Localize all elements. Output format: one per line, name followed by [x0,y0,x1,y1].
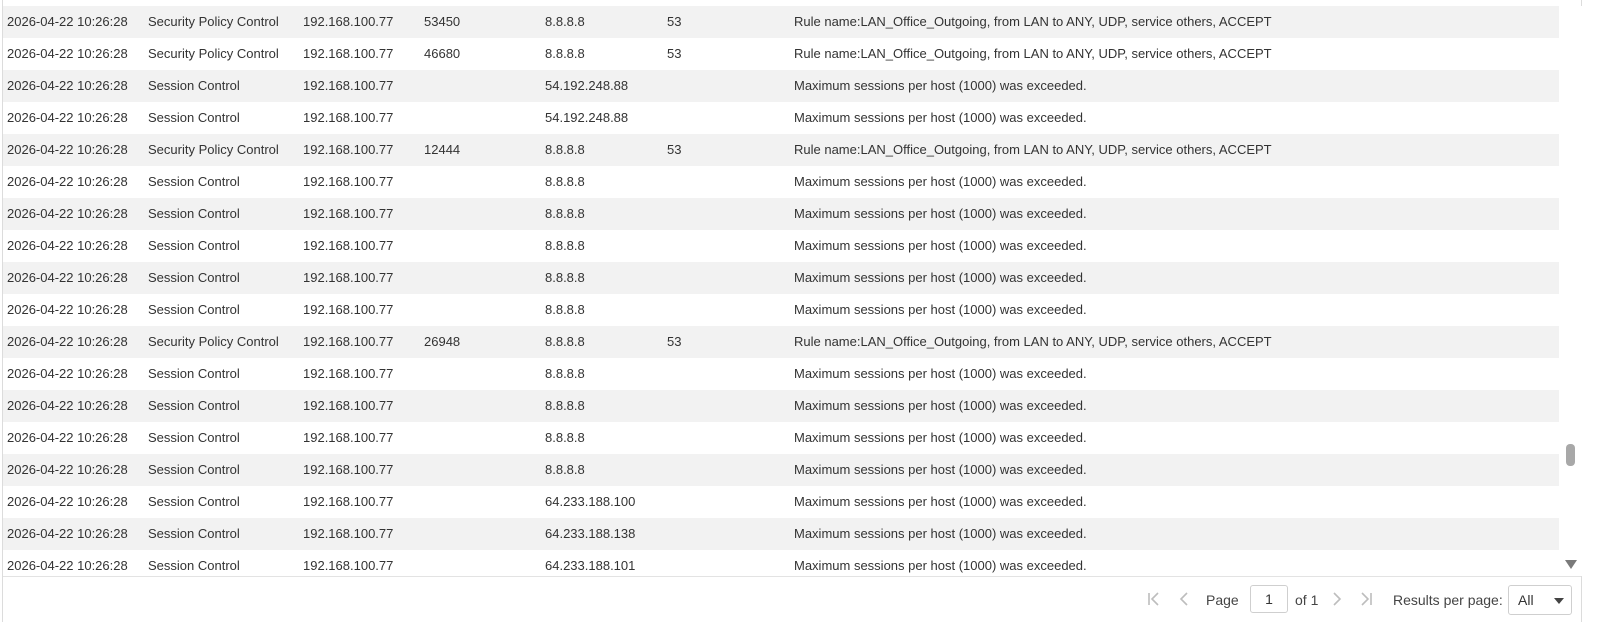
cell-destination-ip: 8.8.8.8 [545,334,585,349]
cell-destination-port: 53 [667,14,682,29]
cell-source-ip: 192.168.100.77 [303,558,394,573]
cell-category: Security Policy Control [148,142,279,157]
cell-category: Session Control [148,366,240,381]
cell-message: Rule name:LAN_Office_Outgoing, from LAN to ANY, UDP, service others, ACCEPT [794,142,1272,157]
cell-category: Session Control [148,110,240,125]
cell-destination-ip: 8.8.8.8 [545,398,585,413]
cell-source-ip: 192.168.100.77 [303,78,394,93]
table-row[interactable] [3,550,1559,576]
vertical-scrollbar[interactable] [1559,6,1583,576]
table-row[interactable] [3,166,1559,198]
cell-source-ip: 192.168.100.77 [303,238,394,253]
cell-source-port: 53450 [424,14,461,29]
table-row[interactable] [3,358,1559,390]
cell-category: Session Control [148,302,240,317]
cell-source-ip: 192.168.100.77 [303,526,394,541]
cell-time: 2026-04-22 10:26:28 [7,526,128,541]
cell-message: Maximum sessions per host (1000) was exceeded. [794,238,1087,253]
table-row[interactable] [3,262,1559,294]
next-page-icon[interactable] [1329,591,1345,607]
cell-message: Maximum sessions per host (1000) was exceeded. [794,174,1087,189]
cell-destination-ip: 8.8.8.8 [545,270,585,285]
cell-time: 2026-04-22 10:26:28 [7,78,128,93]
table-row[interactable] [3,134,1559,166]
results-per-page-select[interactable] [1508,585,1572,615]
table-row[interactable] [3,422,1559,454]
cell-destination-ip: 8.8.8.8 [545,142,585,157]
cell-time: 2026-04-22 10:26:28 [7,398,128,413]
page-number-input[interactable] [1250,585,1288,613]
cell-category: Security Policy Control [148,334,279,349]
cell-message: Maximum sessions per host (1000) was exceeded. [794,494,1087,509]
cell-category: Session Control [148,78,240,93]
table-row[interactable] [3,198,1559,230]
scroll-down-arrow-icon[interactable] [1565,560,1577,569]
cell-source-ip: 192.168.100.77 [303,46,394,61]
previous-page-icon[interactable] [1176,591,1192,607]
cell-time: 2026-04-22 10:26:28 [7,558,128,573]
cell-destination-ip: 8.8.8.8 [545,430,585,445]
cell-category: Session Control [148,430,240,445]
cell-message: Maximum sessions per host (1000) was exceeded. [794,430,1087,445]
cell-source-ip: 192.168.100.77 [303,206,394,221]
cell-time: 2026-04-22 10:26:28 [7,206,128,221]
cell-message: Maximum sessions per host (1000) was exceeded. [794,270,1087,285]
table-row[interactable] [3,102,1559,134]
table-row[interactable] [3,390,1559,422]
scrollbar-thumb[interactable] [1566,444,1575,466]
cell-category: Session Control [148,238,240,253]
cell-source-ip: 192.168.100.77 [303,302,394,317]
cell-destination-ip: 8.8.8.8 [545,238,585,253]
cell-source-ip: 192.168.100.77 [303,462,394,477]
cell-category: Session Control [148,206,240,221]
log-panel [2,0,1582,622]
cell-message: Rule name:LAN_Office_Outgoing, from LAN to ANY, UDP, service others, ACCEPT [794,46,1272,61]
log-rows [3,6,1559,576]
cell-category: Session Control [148,462,240,477]
table-row[interactable] [3,230,1559,262]
cell-destination-ip: 8.8.8.8 [545,462,585,477]
cell-destination-port: 53 [667,46,682,61]
cell-destination-ip: 54.192.248.88 [545,110,629,125]
cell-message: Maximum sessions per host (1000) was exceeded. [794,366,1087,381]
cell-destination-ip: 54.192.248.88 [545,78,629,93]
cell-destination-ip: 8.8.8.8 [545,14,585,29]
cell-time: 2026-04-22 10:26:28 [7,494,128,509]
cell-source-ip: 192.168.100.77 [303,142,394,157]
cell-destination-port: 53 [667,334,682,349]
table-row[interactable] [3,486,1559,518]
table-row[interactable] [3,6,1559,38]
cell-category: Security Policy Control [148,14,279,29]
cell-source-ip: 192.168.100.77 [303,430,394,445]
cell-time: 2026-04-22 10:26:28 [7,430,128,445]
cell-destination-ip: 64.233.188.138 [545,526,636,541]
cell-destination-ip: 8.8.8.8 [545,174,585,189]
cell-category: Session Control [148,494,240,509]
last-page-icon[interactable] [1358,591,1374,607]
cell-message: Maximum sessions per host (1000) was exceeded. [794,558,1087,573]
cell-time: 2026-04-22 10:26:28 [7,110,128,125]
cell-destination-port: 53 [667,142,682,157]
cell-category: Session Control [148,174,240,189]
table-row[interactable] [3,518,1559,550]
cell-time: 2026-04-22 10:26:28 [7,302,128,317]
cell-source-port: 12444 [424,142,461,157]
cell-time: 2026-04-22 10:26:28 [7,366,128,381]
cell-destination-ip: 8.8.8.8 [545,366,585,381]
cell-source-ip: 192.168.100.77 [303,110,394,125]
cell-message: Maximum sessions per host (1000) was exceeded. [794,398,1087,413]
cell-destination-ip: 8.8.8.8 [545,302,585,317]
cell-source-port: 26948 [424,334,461,349]
page-total-label: of 1 [1295,592,1319,608]
cell-time: 2026-04-22 10:26:28 [7,46,128,61]
cell-time: 2026-04-22 10:26:28 [7,238,128,253]
results-per-page-label: Results per page: [1393,592,1503,608]
cell-destination-ip: 8.8.8.8 [545,46,585,61]
cell-category: Security Policy Control [148,46,279,61]
cell-time: 2026-04-22 10:26:28 [7,142,128,157]
cell-source-ip: 192.168.100.77 [303,398,394,413]
cell-time: 2026-04-22 10:26:28 [7,462,128,477]
table-row[interactable] [3,70,1559,102]
cell-category: Session Control [148,526,240,541]
cell-time: 2026-04-22 10:26:28 [7,174,128,189]
cell-message: Rule name:LAN_Office_Outgoing, from LAN to ANY, UDP, service others, ACCEPT [794,14,1272,29]
cell-source-port: 46680 [424,46,461,61]
cell-message: Maximum sessions per host (1000) was exceeded. [794,302,1087,317]
cell-destination-ip: 64.233.188.101 [545,558,636,573]
table-row[interactable] [3,326,1559,358]
log-table [3,6,1559,576]
cell-time: 2026-04-22 10:26:28 [7,270,128,285]
table-row[interactable] [3,454,1559,486]
cell-destination-ip: 8.8.8.8 [545,206,585,221]
results-per-page-value: All [1518,592,1534,608]
cell-message: Maximum sessions per host (1000) was exceeded. [794,462,1087,477]
cell-category: Session Control [148,270,240,285]
first-page-icon[interactable] [1146,591,1162,607]
cell-time: 2026-04-22 10:26:28 [7,334,128,349]
cell-category: Session Control [148,398,240,413]
page-label: Page [1206,592,1239,608]
cell-time: 2026-04-22 10:26:28 [7,14,128,29]
cell-source-ip: 192.168.100.77 [303,366,394,381]
cell-destination-ip: 64.233.188.100 [545,494,636,509]
cell-source-ip: 192.168.100.77 [303,174,394,189]
table-row[interactable] [3,294,1559,326]
chevron-down-icon [1554,598,1564,604]
cell-source-ip: 192.168.100.77 [303,334,394,349]
table-row[interactable] [3,38,1559,70]
cell-category: Session Control [148,558,240,573]
cell-message: Maximum sessions per host (1000) was exceeded. [794,78,1087,93]
cell-source-ip: 192.168.100.77 [303,494,394,509]
pagination-bar [3,576,1581,623]
cell-message: Maximum sessions per host (1000) was exceeded. [794,206,1087,221]
cell-message: Rule name:LAN_Office_Outgoing, from LAN to ANY, UDP, service others, ACCEPT [794,334,1272,349]
cell-source-ip: 192.168.100.77 [303,270,394,285]
cell-message: Maximum sessions per host (1000) was exceeded. [794,526,1087,541]
cell-message: Maximum sessions per host (1000) was exceeded. [794,110,1087,125]
cell-source-ip: 192.168.100.77 [303,14,394,29]
